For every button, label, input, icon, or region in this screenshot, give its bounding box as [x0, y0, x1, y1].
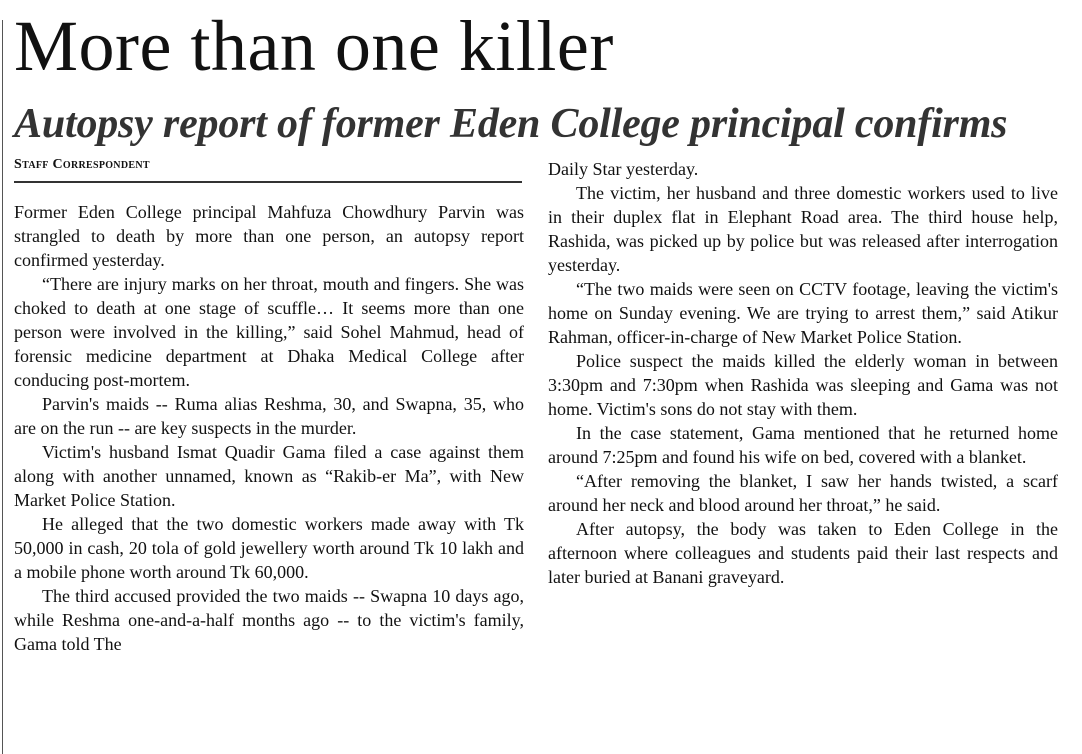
byline: Staff Correspondent [14, 157, 522, 183]
paragraph: “After removing the blanket, I saw her hands twisted, a scarf around her neck and blood around her throat,” he said. [548, 471, 1058, 515]
article-column-left [14, 200, 524, 656]
paragraph: Victim's husband Ismat Quadir Gama filed a case against them along with another unnamed, known as “Rakib-er Ma”, with New Market Police Station. [14, 442, 524, 510]
subheadline: Autopsy report of former Eden College principal confirms [14, 101, 1008, 147]
paragraph: The third accused provided the two maids -- Swapna 10 days ago, while Reshma one-and-a-half months ago -- to the victim's family, Gama told The [14, 586, 524, 654]
paragraph: Police suspect the maids killed the elderly woman in between 3:30pm and 7:30pm when Rashida was sleeping and Gama was not home. Victim's sons do not stay with them. [548, 351, 1058, 419]
paragraph: Parvin's maids -- Ruma alias Reshma, 30, and Swapna, 35, who are on the run -- are key suspects in the murder. [14, 394, 524, 438]
left-border-rule [2, 20, 3, 754]
paragraph: Former Eden College principal Mahfuza Chowdhury Parvin was strangled to death by more than one person, an autopsy report confirmed yesterday. [14, 202, 524, 270]
article-column-right [548, 157, 1058, 589]
paragraph: “The two maids were seen on CCTV footage, leaving the victim's home on Sunday evening. We are trying to arrest them,” said Atikur Rahman, officer-in-charge of New Market Police Station. [548, 279, 1058, 347]
paragraph: Daily Star yesterday. [548, 159, 699, 179]
paragraph: He alleged that the two domestic workers made away with Tk 50,000 in cash, 20 tola of gold jewellery worth around Tk 10 lakh and a mobile phone worth around Tk 60,000. [14, 514, 524, 582]
paragraph: After autopsy, the body was taken to Eden College in the afternoon where colleagues and students paid their last respects and later buried at Banani graveyard. [548, 519, 1058, 587]
headline: More than one killer [14, 6, 614, 86]
paragraph: The victim, her husband and three domestic workers used to live in their duplex flat in Elephant Road area. The third house help, Rashida, was picked up by police but was released after interrogation yesterday. [548, 183, 1058, 275]
paragraph: “There are injury marks on her throat, mouth and fingers. She was choked to death at one stage of scuffle… It seems more than one person were involved in the killing,” said Sohel Mahmud, head of forensic medicine department at Dhaka Medical College after conducing post-mortem. [14, 274, 524, 390]
paragraph: In the case statement, Gama mentioned that he returned home around 7:25pm and found his wife on bed, covered with a blanket. [548, 423, 1058, 467]
